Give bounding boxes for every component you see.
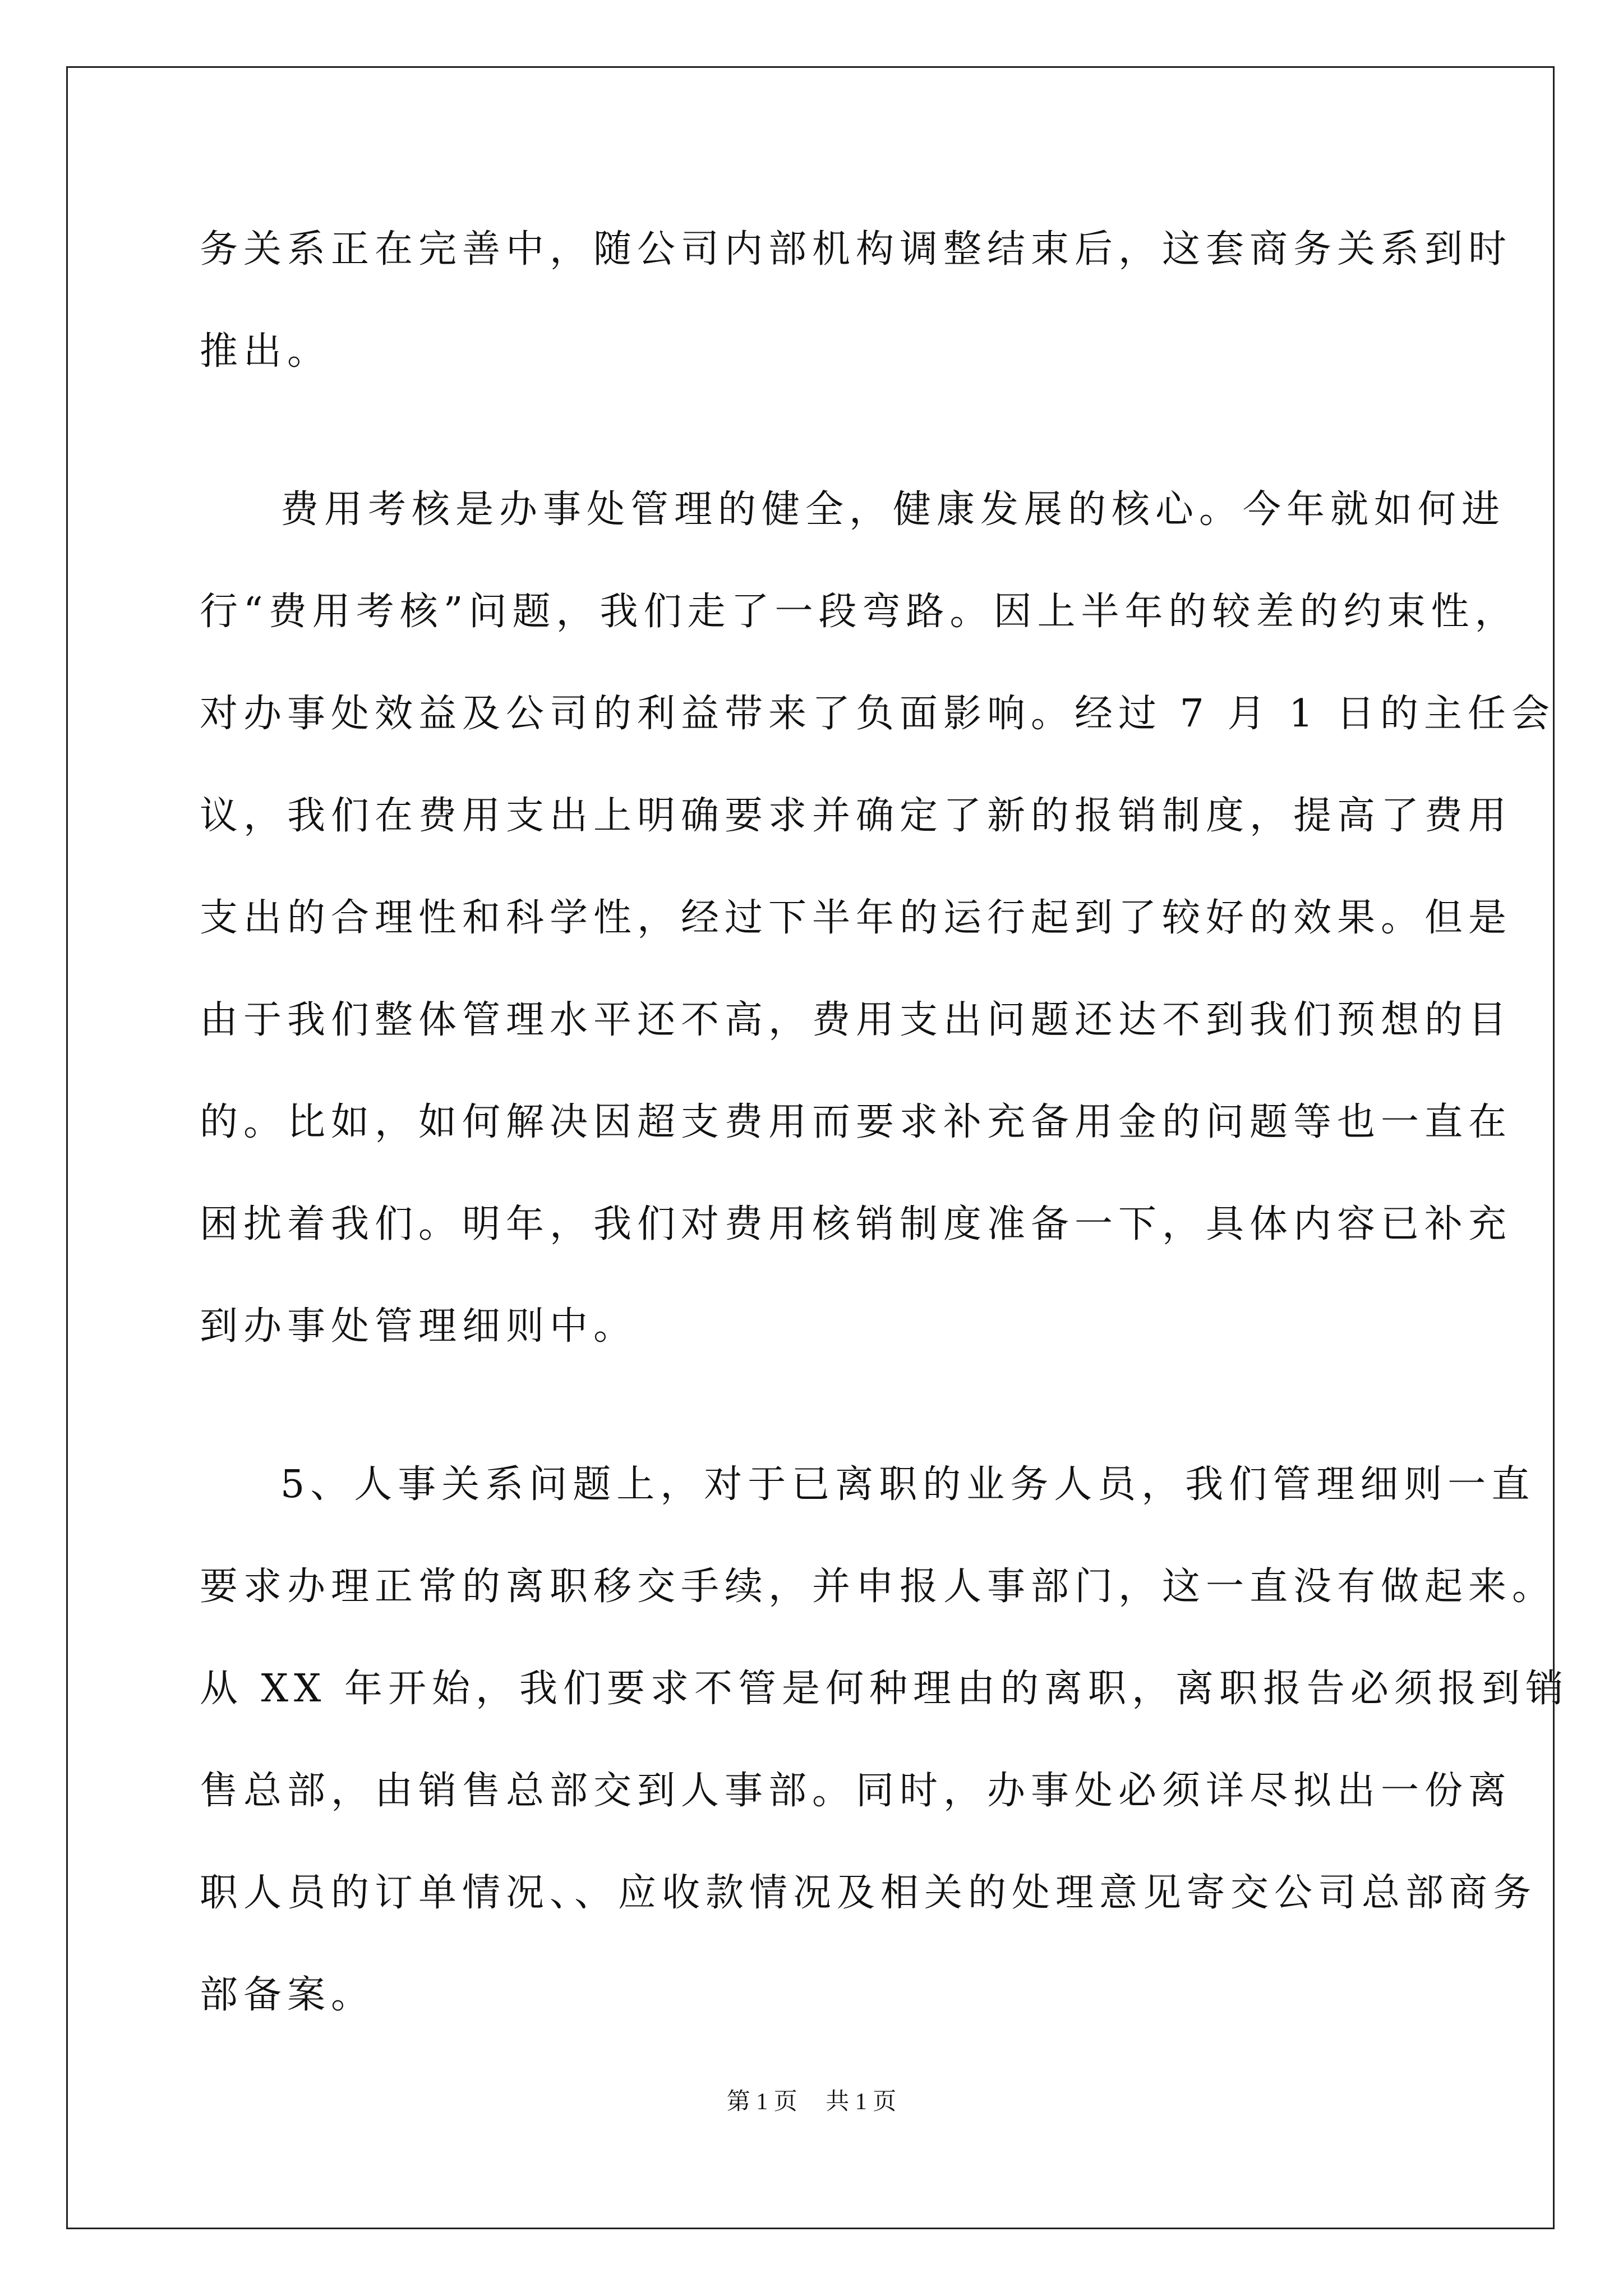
page-total: 共 1 页 — [826, 2089, 897, 2115]
text-line: 务关系正在完善中，随公司内部机构调整结束后，这套商务关系到时 — [200, 227, 1513, 272]
text-line: 要求办理正常的离职移交手续，并申报人事部门，这一直没有做起来。 — [200, 1565, 1556, 1609]
text-line: 对办事处效益及公司的利益带来了负面影响。经过 7 月 1 日的主任会 — [200, 692, 1555, 736]
text-line: 支出的合理性和科学性，经过下半年的运行起到了较好的效果。但是 — [200, 896, 1513, 940]
paragraph-start-line: 5、人事关系问题上，对于已离职的业务人员，我们管理细则一直 — [280, 1462, 1536, 1507]
text-line: 困扰着我们。明年，我们对费用核销制度准备一下，具体内容已补充 — [200, 1202, 1513, 1246]
text-line: 职人员的订单情况、、应收款情况及相关的处理意见寄交公司总部商务 — [200, 1871, 1537, 1915]
text-line: 售总部，由销售总部交到人事部。同时，办事处必须详尽拟出一份离 — [200, 1769, 1513, 1813]
text-line: 从 XX 年开始，我们要求不管是何种理由的离职，离职报告必须报到销 — [200, 1667, 1570, 1711]
page-footer — [0, 2088, 1623, 2116]
page-number: 第 1 页 — [726, 2089, 797, 2115]
text-line: 的。比如，如何解决因超支费用而要求补充备用金的问题等也一直在 — [200, 1100, 1513, 1144]
text-line: 行“费用考核”问题，我们走了一段弯路。因上半年的较差的约束性， — [200, 590, 1519, 634]
text-line: 到办事处管理细则中。 — [200, 1304, 638, 1349]
text-line: 推出。 — [200, 329, 331, 374]
text-line: 议，我们在费用支出上明确要求并确定了新的报销制度，提高了费用 — [200, 794, 1513, 838]
text-line: 由于我们整体管理水平还不高，费用支出问题还达不到我们预想的目 — [200, 998, 1513, 1042]
paragraph-start-line: 费用考核是办事处管理的健全，健康发展的核心。今年就如何进 — [280, 487, 1506, 532]
text-line: 部备案。 — [200, 1973, 375, 2017]
